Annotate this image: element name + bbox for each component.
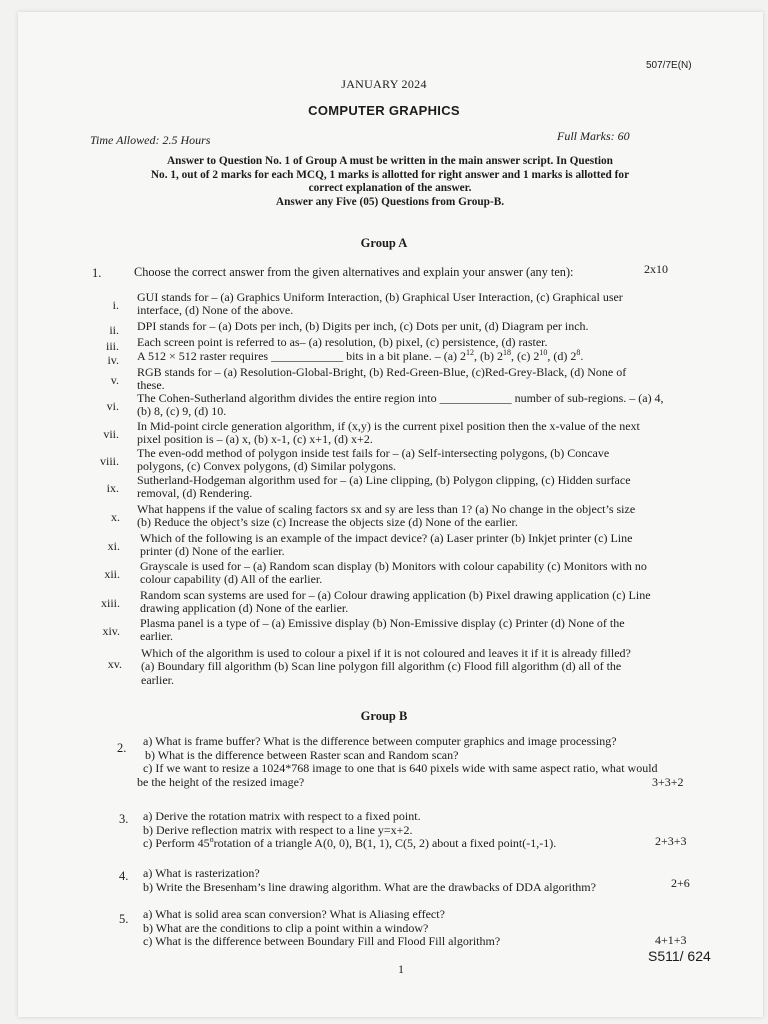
item-line: Which of the following is an example of the impact device? (a) Laser printer (b) Inkjet printer (c) Line bbox=[140, 531, 633, 545]
item-line: Plasma panel is a type of – (a) Emissive display (b) Non-Emissive display (c) Printer (d) None of the bbox=[140, 616, 625, 630]
question-part: a) What is frame buffer? What is the difference between computer graphics and image processing? bbox=[143, 734, 617, 748]
item-line: these. bbox=[137, 378, 165, 393]
item-line: printer (d) None of the earlier. bbox=[140, 544, 285, 559]
item-number: iv. bbox=[107, 353, 119, 367]
item-number: i. bbox=[112, 298, 119, 312]
item-line: The even-odd method of polygon inside test fails for – (a) Self-intersecting polygons, (b) Concave bbox=[137, 446, 610, 460]
mcq-item-xv bbox=[141, 647, 701, 687]
item-text: . bbox=[580, 349, 584, 363]
exponent: 12 bbox=[466, 348, 475, 357]
footer-code: S511/ 624 bbox=[648, 948, 711, 964]
time-allowed: Time Allowed: 2.5 Hours bbox=[90, 133, 211, 147]
item-line: Each screen point is referred to as– (a) resolution, (b) pixel, (c) persistence, (d) raster. bbox=[137, 335, 548, 349]
question-part bbox=[143, 837, 663, 851]
item-line: earlier. bbox=[141, 672, 174, 687]
item-line: (b) 8, (c) 9, (d) 10. bbox=[137, 404, 227, 419]
mcq-item bbox=[137, 366, 699, 393]
question-part: a) What is solid area scan conversion? What is Aliasing effect? bbox=[143, 907, 445, 921]
question-part: b) What is the difference between Raster scan and Random scan? bbox=[145, 747, 459, 762]
instruction-line: No. 1, out of 2 marks for each MCQ, 1 marks is allotted for right answer and 1 marks is allotted for bbox=[150, 168, 630, 181]
question-part: b) What are the conditions to clip a point within a window? bbox=[143, 920, 429, 935]
instruction-line: Answer any Five (05) Questions from Group-B. bbox=[275, 195, 505, 208]
exam-date: JANUARY 2024 bbox=[341, 77, 427, 91]
question-marks: 2+3+3 bbox=[655, 834, 687, 848]
item-line: RGB stands for – (a) Resolution-Global-Bright, (b) Red-Green-Blue, (c)Red-Grey-Black, (d) None of bbox=[137, 365, 627, 379]
item-line: (b) Reduce the object’s size (c) Increase the objects size (d) None of the earlier. bbox=[137, 515, 518, 530]
mcq-item bbox=[137, 291, 699, 318]
instructions bbox=[130, 155, 650, 209]
item-number: xi. bbox=[107, 539, 120, 553]
question-number: 2. bbox=[117, 741, 127, 755]
question-part: b) Write the Bresenham’s line drawing algorithm. What are the drawbacks of DDA algorithm? bbox=[143, 879, 596, 894]
paper-code: 507/7E(N) bbox=[646, 60, 692, 71]
item-number: xv. bbox=[107, 657, 122, 671]
item-number: ix. bbox=[106, 481, 119, 495]
instruction-line: Answer to Question No. 1 of Group A must be written in the main answer script. In Question bbox=[167, 155, 613, 167]
item-line: What happens if the value of scaling factors sx and sy are less than 1? (a) No change in the object’s size bbox=[137, 502, 636, 516]
question-marks: 2x10 bbox=[644, 262, 668, 276]
item-line: GUI stands for – (a) Graphics Uniform Interaction, (b) Graphical User Interaction, (c) Graphical user bbox=[137, 290, 623, 304]
mcq-item bbox=[137, 474, 699, 501]
question-part: b) Derive reflection matrix with respect to a line y=x+2. bbox=[143, 822, 413, 837]
instruction-line: correct explanation of the answer. bbox=[308, 182, 472, 194]
item-text: , (b) 2 bbox=[474, 349, 504, 363]
mcq-item bbox=[137, 420, 699, 447]
item-number: xiv. bbox=[102, 624, 120, 638]
mcq-item bbox=[137, 503, 699, 530]
degree-sign: o bbox=[209, 835, 214, 845]
mcq-item-iv bbox=[137, 350, 583, 363]
item-line: pixel position is – (a) x, (b) x-1, (c) x+1, (d) x+2. bbox=[137, 432, 373, 447]
subject-title: COMPUTER GRAPHICS bbox=[308, 103, 460, 118]
mcq-item bbox=[137, 320, 699, 333]
mcq-item bbox=[140, 617, 700, 644]
item-line: Grayscale is used for – (a) Random scan display (b) Monitors with colour capability (c) Monitors with no bbox=[140, 559, 647, 573]
item-number: v. bbox=[110, 373, 119, 387]
item-line: earlier. bbox=[140, 629, 173, 644]
question-number: 4. bbox=[119, 869, 129, 883]
group-b-heading: Group B bbox=[360, 709, 408, 723]
question-number: 1. bbox=[92, 266, 102, 280]
question-marks: 3+3+2 bbox=[652, 775, 684, 789]
question-number: 5. bbox=[119, 912, 129, 926]
full-marks: Full Marks: 60 bbox=[557, 129, 630, 143]
part-text: rotation of a triangle A(0, 0), B(1, 1), C(5, 2) about a fixed point(-1,-1). bbox=[213, 836, 557, 851]
group-a-heading: Group A bbox=[360, 236, 408, 250]
exponent: 8 bbox=[576, 348, 581, 357]
item-line: The Cohen-Sutherland algorithm divides the entire region into ____________ number of sub-regions. – (a) 4, bbox=[137, 391, 664, 405]
item-number: vii. bbox=[103, 427, 119, 441]
item-line: In Mid-point circle generation algorithm, if (x,y) is the current pixel position then the x-value of the next bbox=[137, 419, 640, 433]
item-number: viii. bbox=[99, 454, 119, 468]
mcq-item bbox=[137, 392, 699, 419]
question-4 bbox=[143, 867, 663, 894]
item-line: removal, (d) Rendering. bbox=[137, 486, 253, 501]
item-line: Random scan systems are used for – (a) Colour drawing application (b) Pixel drawing application (c) Line bbox=[140, 588, 651, 602]
question-marks: 2+6 bbox=[671, 876, 690, 890]
item-line: interface, (d) None of the above. bbox=[137, 303, 294, 318]
exponent: 10 bbox=[539, 348, 548, 357]
question-2 bbox=[137, 734, 703, 789]
exponent: 18 bbox=[503, 348, 512, 357]
item-line: (a) Boundary fill algorithm (b) Scan line polygon fill algorithm (c) Flood fill algorithm (d) all of the bbox=[141, 659, 622, 674]
item-number: xii. bbox=[104, 567, 120, 581]
page-number: 1 bbox=[398, 962, 404, 976]
mcq-item bbox=[137, 447, 699, 474]
part-text: c) Perform 45 bbox=[143, 836, 210, 851]
question-text: Choose the correct answer from the given alternatives and explain your answer (any ten): bbox=[134, 265, 574, 279]
mcq-item bbox=[140, 560, 700, 587]
question-part: c) If we want to resize a 1024*768 image to one that is 640 pixels wide with same aspect ratio, what would bbox=[143, 761, 658, 776]
item-line: Which of the algorithm is used to colour a pixel if it is not coloured and leaves it if it is already filled? bbox=[141, 646, 631, 660]
question-3 bbox=[143, 810, 663, 851]
item-line: Sutherland-Hodgeman algorithm used for – (a) Line clipping, (b) Polygon clipping, (c) Hidden surface bbox=[137, 473, 631, 487]
question-part: a) What is rasterization? bbox=[143, 866, 260, 880]
item-line: DPI stands for – (a) Dots per inch, (b) Digits per inch, (c) Dots per unit, (d) Diagram per inch. bbox=[137, 319, 589, 333]
item-number: x. bbox=[111, 510, 120, 524]
item-number: ii. bbox=[109, 323, 119, 337]
item-line: drawing application (d) None of the earlier. bbox=[140, 601, 349, 616]
item-text: A 512 × 512 raster requires ____________ bits in a bit plane. – (a) 2 bbox=[137, 349, 467, 363]
question-part: be the height of the resized image? bbox=[137, 774, 305, 789]
question-part: a) Derive the rotation matrix with respect to a fixed point. bbox=[143, 809, 421, 823]
item-line: polygons, (c) Convex polygons, (d) Similar polygons. bbox=[137, 459, 396, 474]
question-number: 3. bbox=[119, 812, 129, 826]
item-number: iii. bbox=[105, 339, 119, 353]
question-5 bbox=[143, 908, 663, 949]
mcq-item bbox=[137, 336, 699, 349]
item-text: , (c) 2 bbox=[511, 349, 540, 363]
question-part: c) What is the difference between Boundary Fill and Flood Fill algorithm? bbox=[143, 934, 501, 949]
item-number: vi. bbox=[106, 399, 119, 413]
item-text: , (d) 2 bbox=[547, 349, 577, 363]
mcq-item bbox=[140, 532, 700, 559]
question-marks: 4+1+3 bbox=[655, 933, 687, 947]
item-number: xiii. bbox=[100, 596, 120, 610]
item-line: colour capability (d) All of the earlier. bbox=[140, 572, 323, 587]
mcq-item bbox=[140, 589, 700, 616]
